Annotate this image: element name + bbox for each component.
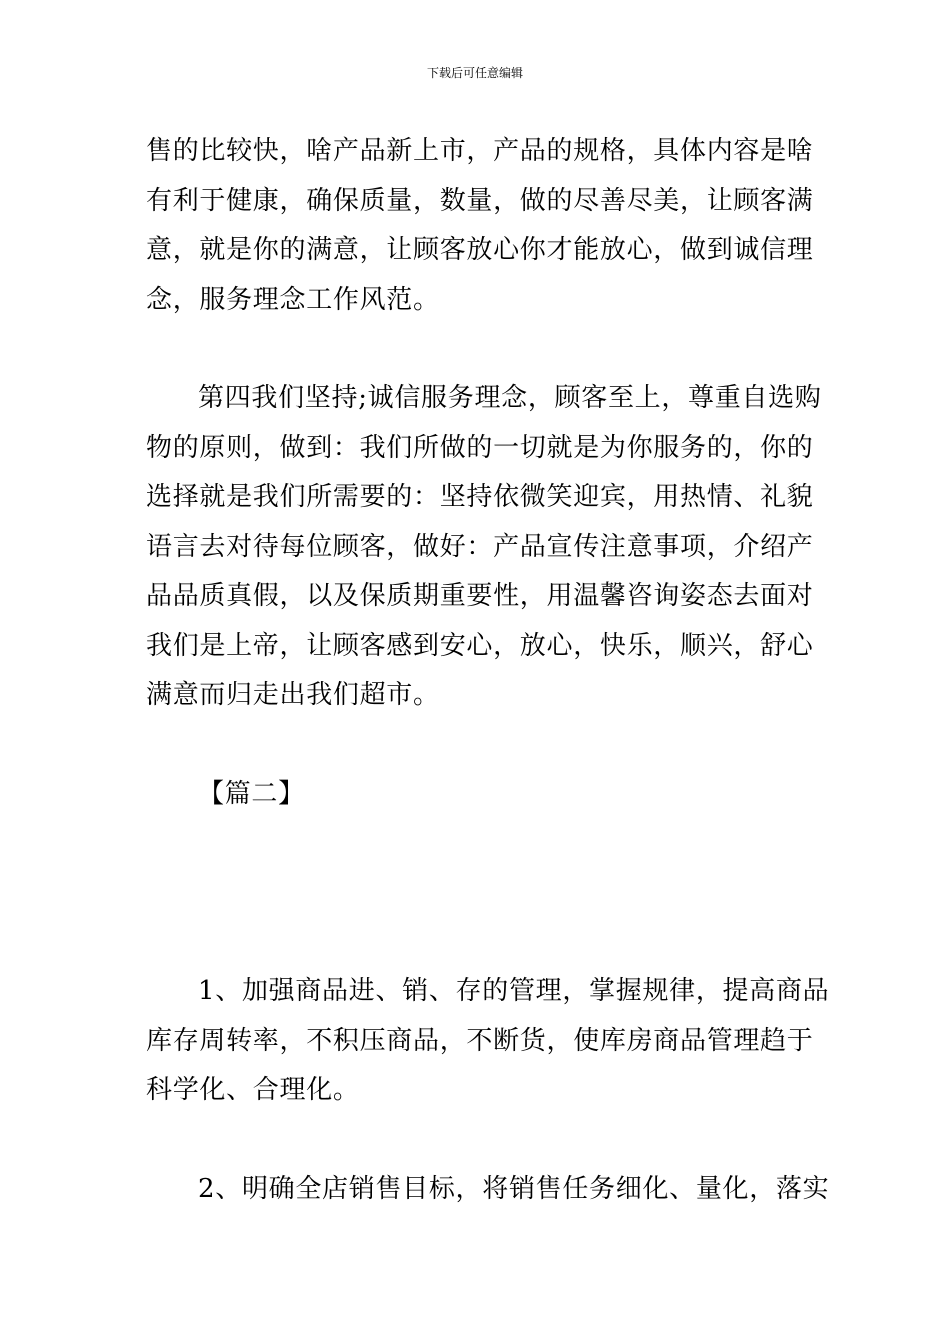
text-line: 1、加强商品进、销、存的管理，掌握规律，提高商品	[198, 976, 830, 1006]
text-line: 意，就是你的满意，让顾客放心你才能放心，做到诚信理	[146, 235, 814, 265]
text-line: 库存周转率，不积压商品，不断货，使库房商品管理趋于	[146, 1025, 814, 1056]
paragraph-1	[146, 127, 814, 325]
text-line: 第四我们坚持;诚信服务理念，顾客至上，尊重自选购	[198, 383, 822, 413]
section-heading-text: 【篇二】	[198, 778, 305, 809]
text-line: 满意而归走出我们超市。	[146, 680, 440, 710]
paragraph-2	[146, 374, 822, 721]
document-body	[146, 127, 830, 1214]
text-line: 2、明确全店销售目标，将销售任务细化、量化，落实	[198, 1173, 830, 1204]
text-line: 语言去对待每位顾客，做好：产品宣传注意事项，介绍产	[146, 531, 814, 562]
text-line: 品品质真假，以及保质期重要性，用温馨咨询姿态去面对	[146, 581, 814, 611]
section-heading	[146, 770, 810, 820]
paragraph-item-2	[146, 1165, 830, 1215]
text-line: 售的比较快，啥产品新上市，产品的规格，具体内容是啥	[146, 136, 814, 166]
text-line: 有利于健康，确保质量，数量，做的尽善尽美，让顾客满	[146, 185, 814, 216]
text-line: 物的原则，做到：我们所做的一切就是为你服务的，你的	[146, 432, 814, 463]
text-line: 我们是上帝，让顾客感到安心，放心，快乐，顺兴，舒心	[146, 630, 814, 661]
page-header: 下载后可任意编辑	[426, 66, 523, 80]
text-line: 念，服务理念工作风范。	[146, 284, 440, 315]
text-line: 科学化、合理化。	[146, 1075, 360, 1105]
paragraph-item-1	[146, 967, 830, 1116]
text-line: 选择就是我们所需要的：坚持依微笑迎宾，用热情、礼貌	[146, 482, 814, 512]
